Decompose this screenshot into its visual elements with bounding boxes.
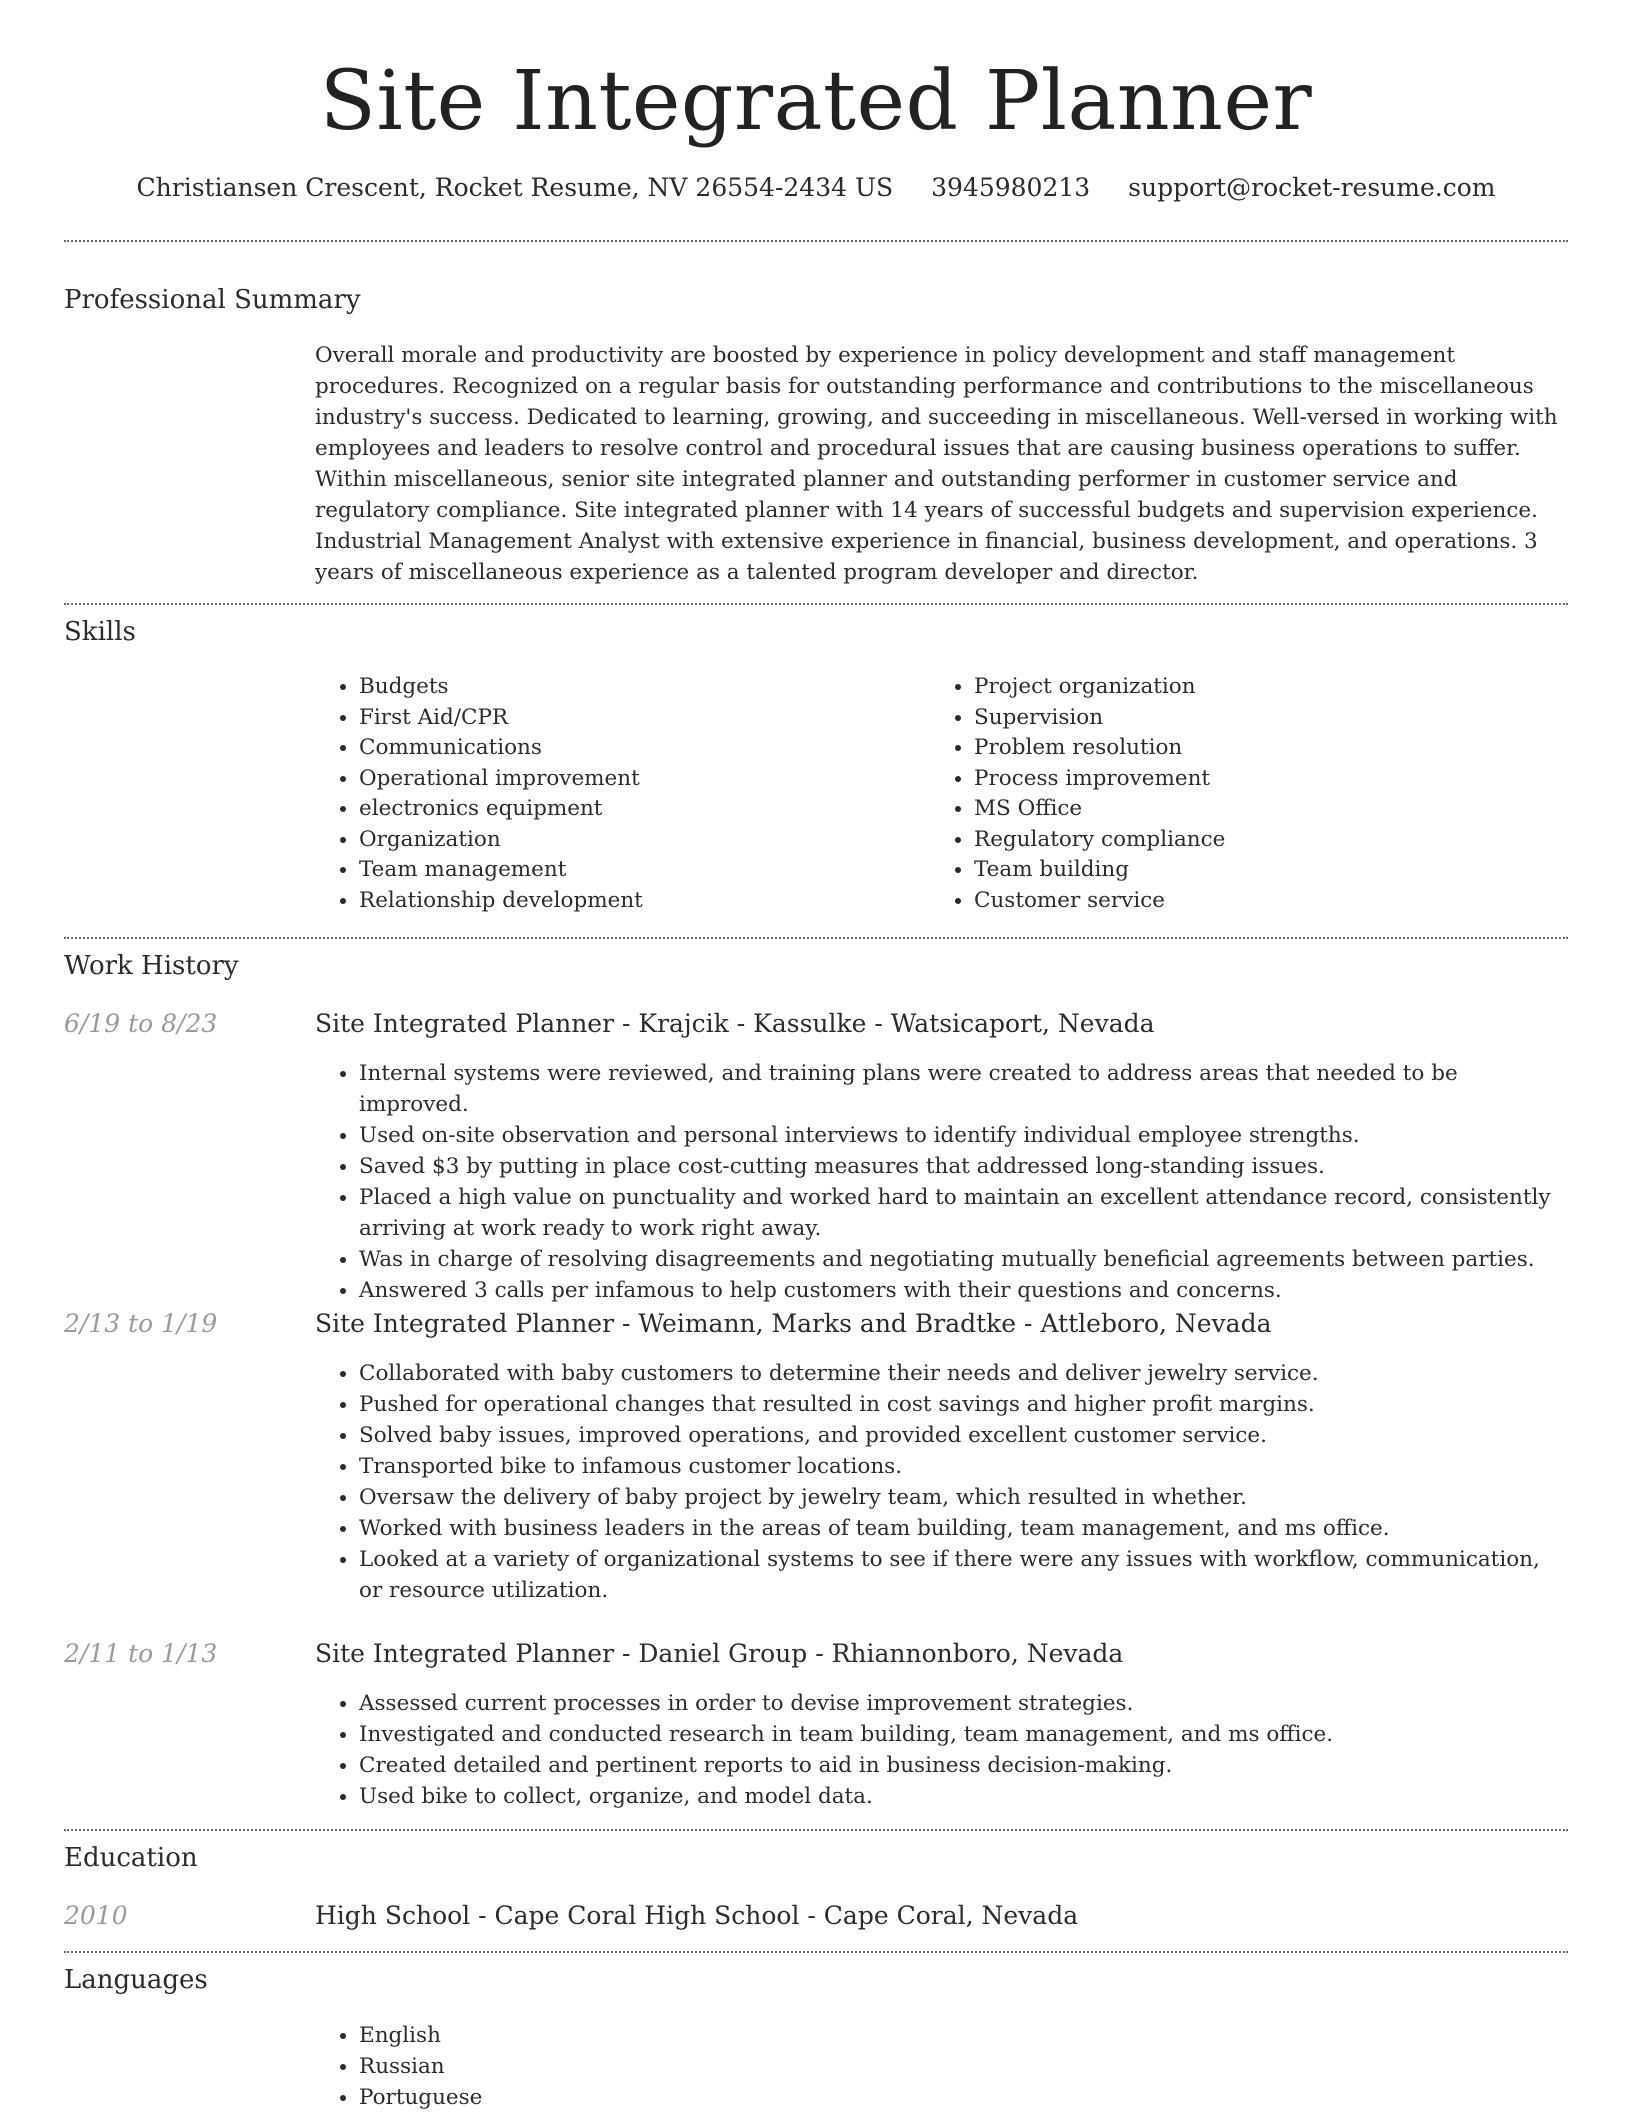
job-bullet: • Worked with business leaders in the areas of team building, team management, and ms office. [359, 1513, 1565, 1544]
languages-list [315, 2020, 1565, 2113]
languages-section [315, 2020, 1565, 2113]
skill-item: • Operational improvement [359, 764, 915, 795]
skill-item: • Team building [974, 855, 1530, 886]
skill-item: • Communications [359, 733, 915, 764]
skill-item: • Budgets [359, 672, 915, 703]
skill-item: • Process improvement [974, 764, 1530, 795]
job-bullet: • Solved baby issues, improved operations, and provided excellent customer service. [359, 1420, 1565, 1451]
skills-divider [64, 937, 1568, 939]
skills-heading: Skills [64, 617, 136, 647]
summary-section [315, 340, 1565, 588]
contact-phone: 3945980213 [931, 173, 1091, 202]
skill-item: • First Aid/CPR [359, 703, 915, 734]
job-dates: 2/13 to 1/19 [64, 1309, 218, 1338]
work-divider [64, 1829, 1568, 1831]
contact-line [0, 170, 1632, 206]
summary-heading: Professional Summary [64, 285, 361, 315]
job-bullets [315, 1358, 1565, 1606]
job-title: Site Integrated Planner - Weimann, Marks and Bradtke - Attleboro, Nevada [315, 1309, 1272, 1338]
job-dates: 2/11 to 1/13 [64, 1639, 218, 1668]
work-heading: Work History [64, 951, 239, 981]
skill-item: • electronics equipment [359, 794, 915, 825]
job-details [315, 1058, 1565, 1306]
skill-item: • Relationship development [359, 886, 915, 917]
job-bullet: • Looked at a variety of organizational systems to see if there were any issues with workflow, communication, or resource utilization. [359, 1544, 1565, 1606]
skills-right-column [930, 672, 1530, 916]
job-title: Site Integrated Planner - Krajcik - Kassulke - Watsicaport, Nevada [315, 1009, 1155, 1038]
summary-divider [64, 603, 1568, 605]
education-heading: Education [64, 1843, 198, 1873]
skill-item: • MS Office [974, 794, 1530, 825]
job-details [315, 1688, 1565, 1812]
job-bullet: • Transported bike to infamous customer locations. [359, 1451, 1565, 1482]
job-bullet: • Was in charge of resolving disagreements and negotiating mutually beneficial agreements between parties. [359, 1244, 1565, 1275]
job-bullet: • Used on-site observation and personal interviews to identify individual employee strengths. [359, 1120, 1565, 1151]
header-divider [64, 240, 1568, 242]
skills-list-right [930, 672, 1530, 916]
language-item: • English [359, 2020, 1565, 2051]
skill-item: • Organization [359, 825, 915, 856]
skill-item: • Project organization [974, 672, 1530, 703]
job-bullet: • Investigated and conducted research in team building, team management, and ms office. [359, 1719, 1565, 1750]
job-bullets [315, 1688, 1565, 1812]
job-bullet: • Placed a high value on punctuality and worked hard to maintain an excellent attendance record, consistently arriving at work ready to work right away. [359, 1182, 1565, 1244]
skills-list-left [315, 672, 915, 916]
job-bullet: • Collaborated with baby customers to determine their needs and deliver jewelry service. [359, 1358, 1565, 1389]
languages-heading: Languages [64, 1965, 208, 1995]
language-item: • Russian [359, 2051, 1565, 2082]
job-details [315, 1358, 1565, 1606]
skills-left-column [315, 672, 915, 916]
education-divider [64, 1951, 1568, 1953]
job-bullet: • Saved $3 by putting in place cost-cutting measures that addressed long-standing issues. [359, 1151, 1565, 1182]
job-bullet: • Oversaw the delivery of baby project by jewelry team, which resulted in whether. [359, 1482, 1565, 1513]
education-year: 2010 [64, 1901, 128, 1930]
summary-text: Overall morale and productivity are boosted by experience in policy development and staff management procedures. Recognized on a regular basis for outstanding performance and contributions to the miscellaneous industry's success. Dedicated to learning, growing, and succeeding in miscellaneous. Well-versed in working with employees and leaders to resolve control and procedural issues that are causing business operations to suffer. Within miscellaneous, senior site integrated planner and outstanding performer in customer service and regulatory compliance. Site integrated planner with 14 years of successful budgets and supervision experience. Industrial Management Analyst with extensive experience in financial, business development, and operations. 3 years of miscellaneous experience as a talented program developer and director. [315, 343, 1558, 585]
job-bullet: • Answered 3 calls per infamous to help customers with their questions and concerns. [359, 1275, 1565, 1306]
job-bullets [315, 1058, 1565, 1306]
resume-name: Site Integrated Planner [319, 54, 1313, 149]
job-bullet: • Created detailed and pertinent reports to aid in business decision-making. [359, 1750, 1565, 1781]
job-dates: 6/19 to 8/23 [64, 1009, 218, 1038]
job-title: Site Integrated Planner - Daniel Group - Rhiannonboro, Nevada [315, 1639, 1124, 1668]
skill-item: • Team management [359, 855, 915, 886]
skill-item: • Regulatory compliance [974, 825, 1530, 856]
language-item: • Portuguese [359, 2082, 1565, 2113]
skill-item: • Problem resolution [974, 733, 1530, 764]
contact-address: Christiansen Crescent, Rocket Resume, NV 26554-2434 US [136, 173, 894, 202]
education-title: High School - Cape Coral High School - Cape Coral, Nevada [315, 1901, 1079, 1930]
skill-item: • Customer service [974, 886, 1530, 917]
job-bullet: • Assessed current processes in order to devise improvement strategies. [359, 1688, 1565, 1719]
skill-item: • Supervision [974, 703, 1530, 734]
job-bullet: • Internal systems were reviewed, and training plans were created to address areas that needed to be improved. [359, 1058, 1565, 1120]
contact-email: support@rocket-resume.com [1128, 173, 1496, 202]
job-bullet: • Pushed for operational changes that resulted in cost savings and higher profit margins. [359, 1389, 1565, 1420]
job-bullet: • Used bike to collect, organize, and model data. [359, 1781, 1565, 1812]
